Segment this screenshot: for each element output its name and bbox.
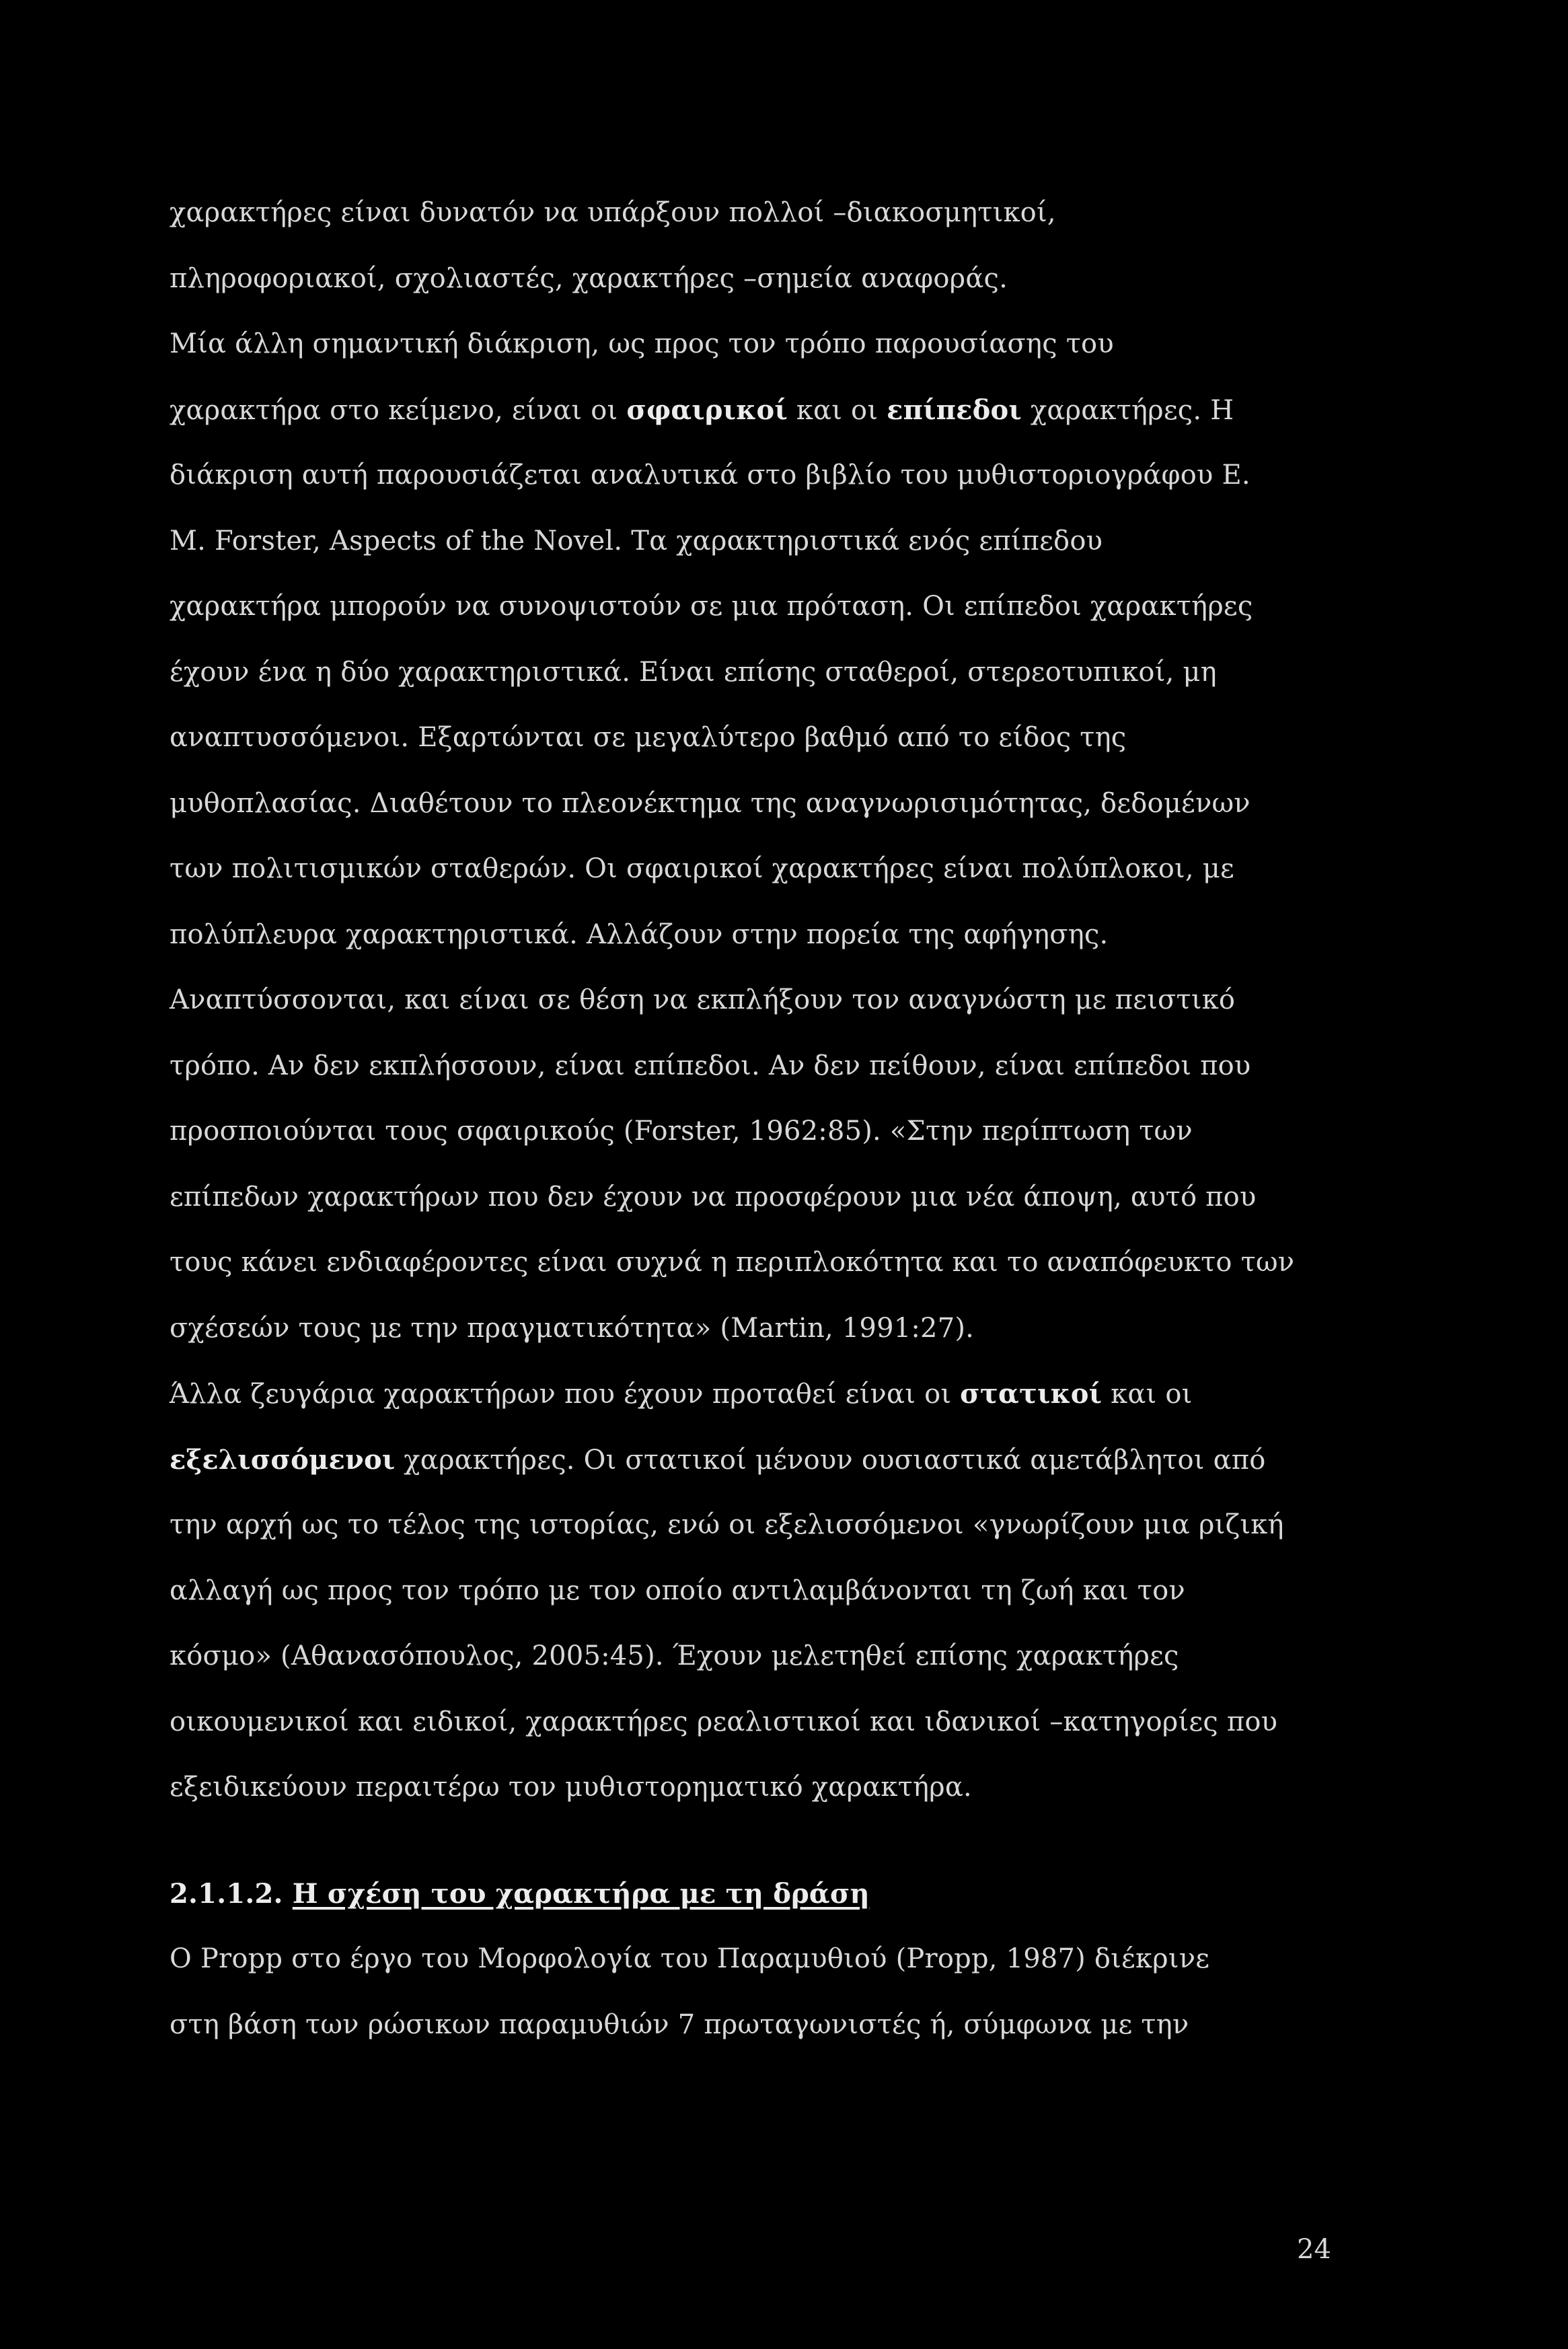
text-line (170, 377, 1353, 443)
text-line: Μ. Forster, Aspects of the Novel. Τα χαρακτηριστικά ενός επίπεδου (170, 525, 1103, 556)
term-evolving: εξελισσόμενοι (170, 1443, 396, 1476)
body-text (170, 180, 1353, 2058)
text-run: χαρακτήρες. Η (1021, 394, 1234, 426)
text-line: διάκριση αυτή παρουσιάζεται αναλυτικά στο βιβλίο του μυθιστοριογράφου Ε. (170, 460, 1250, 491)
term-flat: επίπεδοι (887, 394, 1022, 426)
text-line (170, 1427, 1353, 1493)
text-line: έχουν ένα η δύο χαρακτηριστικά. Είναι επίσης σταθεροί, στερεοτυπικοί, μη (170, 656, 1217, 688)
text-line: πολύπλευρα χαρακτηριστικά. Αλλάζουν στην πορεία της αφήγησης. (170, 918, 1109, 950)
page-number: 24 (1297, 2234, 1331, 2265)
text-line: σχέσεών τους με την πραγματικότητα» (Martin, 1991:27). (170, 1312, 975, 1344)
text-line: την αρχή ως το τέλος της ιστορίας, ενώ οι εξελισσόμενοι «γνωρίζουν μια ριζική (170, 1509, 1284, 1540)
text-line: μυθοπλασίας. Διαθέτουν το πλεονέκτημα της αναγνωρισιμότητας, δεδομένων (170, 787, 1250, 819)
text-run: χαρακτήρες. Οι στατικοί μένουν ουσιαστικά αμετάβλητοι από (395, 1444, 1266, 1476)
text-line: Μία άλλη σημαντική διάκριση, ως προς τον τρόπο παρουσίασης του (170, 328, 1114, 359)
text-line: χαρακτήρα μπορούν να συνοψιστούν σε μια πρόταση. Οι επίπεδοι χαρακτήρες (170, 591, 1253, 622)
text-line: οικουμενικοί και ειδικοί, χαρακτήρες ρεαλιστικοί και ιδανικοί –κατηγορίες που (170, 1706, 1278, 1737)
section-spacer (170, 1821, 1353, 1861)
section-number: 2.1.1.2. (170, 1877, 283, 1910)
text-line: Αναπτύσσονται, και είναι σε θέση να εκπλήξουν τον αναγνώστη με πειστικό (170, 984, 1236, 1015)
section-title: Η σχέση του χαρακτήρα με τη δράση (292, 1877, 870, 1910)
text-line: στη βάση των ρώσικων παραμυθιών 7 πρωταγωνιστές ή, σύμφωνα με την (170, 2009, 1189, 2040)
section-heading (170, 1861, 1353, 1927)
term-static: στατικοί (960, 1378, 1103, 1410)
text-line: πληροφοριακοί, σχολιαστές, χαρακτήρες –σημεία αναφοράς. (170, 262, 1008, 294)
text-line: τους κάνει ενδιαφέροντες είναι συχνά η περιπλοκότητα και το αναπόφευκτο των (170, 1247, 1295, 1278)
text-line: επίπεδων χαρακτήρων που δεν έχουν να προσφέρουν μια νέα άποψη, αυτό που (170, 1181, 1257, 1213)
text-line: αλλαγή ως προς τον τρόπο με τον οποίο αντιλαμβάνονται τη ζωή και τον (170, 1575, 1185, 1606)
text-run: Άλλα ζευγάρια χαρακτήρων που έχουν προταθεί είναι οι (170, 1379, 961, 1410)
text-run: χαρακτήρα στο κείμενο, είναι οι (170, 394, 627, 426)
text-run: και οι (787, 394, 887, 426)
text-line: κόσμο» (Αθανασόπουλος, 2005:45). Έχουν μελετηθεί επίσης χαρακτήρες (170, 1640, 1179, 1671)
text-line: τρόπο. Αν δεν εκπλήσσουν, είναι επίπεδοι. Αν δεν πείθουν, είναι επίπεδοι που (170, 1050, 1251, 1081)
text-line: αναπτυσσόμενοι. Εξαρτώνται σε μεγαλύτερο βαθμό από το είδος της (170, 722, 1127, 753)
text-line: των πολιτισμικών σταθερών. Οι σφαιρικοί χαρακτήρες είναι πολύπλοκοι, με (170, 853, 1234, 884)
text-run: και οι (1102, 1379, 1193, 1410)
text-line: Ο Propp στο έργο του Μορφολογία του Παραμυθιού (Propp, 1987) διέκρινε (170, 1943, 1210, 1974)
text-line (170, 1361, 1353, 1427)
text-line: εξειδικεύουν περαιτέρω τον μυθιστορηματικό χαρακτήρα. (170, 1772, 972, 1803)
text-line: χαρακτήρες είναι δυνατόν να υπάρξουν πολλοί –διακοσμητικοί, (170, 197, 1056, 228)
text-line: προσποιούνται τους σφαιρικούς (Forster, 1962:85). «Στην περίπτωση των (170, 1116, 1193, 1147)
term-spherical: σφαιρικοί (626, 394, 788, 426)
